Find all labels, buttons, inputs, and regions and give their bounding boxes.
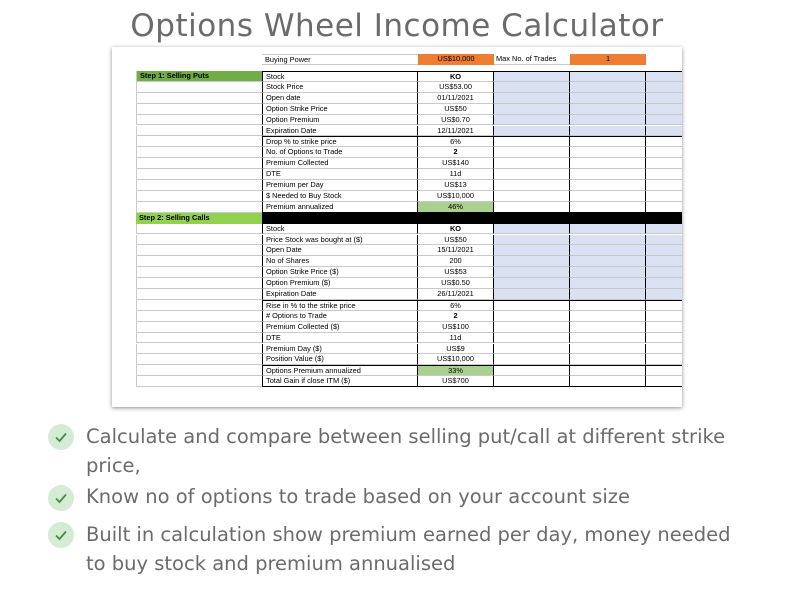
scenario-cell[interactable]: [646, 289, 682, 300]
scenario-cell: [646, 158, 682, 169]
buying-power-input[interactable]: US$10,000: [418, 54, 494, 65]
scenario-cell: [646, 365, 682, 376]
scenario-cell[interactable]: [494, 126, 570, 137]
step2-field-label: Open Date: [262, 245, 418, 256]
empty-cell: [136, 136, 262, 147]
page-title: Options Wheel Income Calculator: [130, 8, 664, 44]
step1-field-value: 11d: [418, 169, 494, 180]
step1-field-label: $ Needed to Buy Stock: [262, 191, 418, 202]
empty-cell: [136, 147, 262, 158]
step1-field-value: US$13: [418, 180, 494, 191]
scenario-cell[interactable]: [570, 93, 646, 104]
scenario-cell[interactable]: [646, 267, 682, 278]
step1-row: [112, 126, 682, 137]
empty-cell: [136, 180, 262, 191]
scenario-cell: [494, 300, 570, 311]
scenario-cell[interactable]: [570, 278, 646, 289]
scenario-cell: [646, 136, 682, 147]
empty-cell: [136, 354, 262, 365]
scenario-cell: [646, 311, 682, 322]
empty-cell: [136, 115, 262, 126]
step2-row: [112, 289, 682, 300]
step1-row: [112, 169, 682, 180]
scenario-cell: [494, 311, 570, 322]
step2-field-label: Price Stock was bought at ($): [262, 235, 418, 246]
step1-row: [112, 104, 682, 115]
scenario-cell[interactable]: [570, 289, 646, 300]
step1-field-label: Stock: [262, 71, 418, 82]
empty-cell: [136, 126, 262, 137]
step1-field-label: Premium annualized: [262, 202, 418, 213]
step1-row: [112, 158, 682, 169]
scenario-cell: [570, 365, 646, 376]
step1-field-value[interactable]: US$50: [418, 104, 494, 115]
step2-row: [112, 376, 682, 387]
step2-field-label: Option Strike Price ($): [262, 267, 418, 278]
step1-field-label: Drop % to strike price: [262, 136, 418, 147]
empty-cell: [136, 300, 262, 311]
step1-field-label: Open date: [262, 93, 418, 104]
step1-field-value[interactable]: 01/11/2021: [418, 93, 494, 104]
scenario-cell: [570, 169, 646, 180]
step2-row: [112, 311, 682, 322]
step2-field-value: US$100: [418, 322, 494, 333]
step2-row: [112, 300, 682, 311]
scenario-cell[interactable]: [646, 115, 682, 126]
scenario-cell[interactable]: [570, 82, 646, 93]
scenario-cell[interactable]: [646, 71, 682, 82]
scenario-cell: [494, 136, 570, 147]
step1-field-value: US$140: [418, 158, 494, 169]
scenario-cell[interactable]: [570, 115, 646, 126]
step1-field-label: No. of Options to Trade: [262, 147, 418, 158]
header-row: [112, 54, 682, 65]
step1-field-label: Stock Price: [262, 82, 418, 93]
scenario-cell[interactable]: [646, 82, 682, 93]
step2-row: [112, 322, 682, 333]
scenario-cell[interactable]: [646, 104, 682, 115]
scenario-cell: [570, 354, 646, 365]
scenario-cell[interactable]: [494, 115, 570, 126]
step1-field-value[interactable]: KO: [418, 71, 494, 82]
step1-field-label: DTE: [262, 169, 418, 180]
scenario-cell: [570, 180, 646, 191]
step2-field-value: 33%: [418, 365, 494, 376]
scenario-cell: [494, 376, 570, 387]
scenario-cell[interactable]: [494, 82, 570, 93]
step2-field-label: Total Gain if close ITM ($): [262, 376, 418, 387]
empty-cell: [136, 267, 262, 278]
scenario-cell[interactable]: [570, 224, 646, 235]
scenario-cell: [646, 344, 682, 355]
scenario-cell: [494, 333, 570, 344]
step1-row: [112, 71, 682, 82]
scenario-cell[interactable]: [570, 235, 646, 246]
scenario-cell: [570, 311, 646, 322]
check-icon: [48, 424, 74, 450]
scenario-cell: [570, 300, 646, 311]
empty-cell: [136, 202, 262, 213]
check-icon: [48, 522, 74, 548]
scenario-cell: [494, 169, 570, 180]
feature-text: Built in calculation show premium earned per day, money needed to buy stock and premium annualised: [86, 523, 731, 575]
scenario-cell[interactable]: [494, 256, 570, 267]
step1-field-value[interactable]: 12/11/2021: [418, 126, 494, 137]
step1-row: [112, 191, 682, 202]
step2-field-value: 6%: [418, 300, 494, 311]
step1-field-value[interactable]: US$0.70: [418, 115, 494, 126]
scenario-cell[interactable]: [494, 104, 570, 115]
empty-cell: [136, 256, 262, 267]
scenario-cell: [570, 202, 646, 213]
empty-cell: [136, 158, 262, 169]
scenario-cell: [646, 300, 682, 311]
scenario-cell: [646, 322, 682, 333]
scenario-cell[interactable]: [494, 278, 570, 289]
scenario-cell[interactable]: [570, 267, 646, 278]
step2-step-label: Step 2: Selling Calls: [136, 213, 262, 224]
step2-field-label: Rise in % to the strike price: [262, 300, 418, 311]
scenario-cell: [494, 344, 570, 355]
step2-field-value[interactable]: US$53: [418, 267, 494, 278]
scenario-cell: [646, 376, 682, 387]
step2-row: [112, 267, 682, 278]
step2-field-value[interactable]: US$50: [418, 235, 494, 246]
empty-cell: [136, 311, 262, 322]
scenario-cell[interactable]: [570, 71, 646, 82]
step2-row: [112, 354, 682, 365]
step2-field-label: Position Value ($): [262, 354, 418, 365]
step2-field-label: Stock: [262, 224, 418, 235]
section-divider: [262, 213, 682, 224]
scenario-cell[interactable]: [646, 256, 682, 267]
empty-cell: [136, 289, 262, 300]
scenario-cell: [494, 365, 570, 376]
step2-field-value: US$10,000: [418, 354, 494, 365]
step1-row: [112, 136, 682, 147]
empty-cell: [136, 278, 262, 289]
scenario-cell: [570, 158, 646, 169]
step2-field-label: Options Premium annualized: [262, 365, 418, 376]
empty-cell: [136, 224, 262, 235]
step1-field-value: US$10,000: [418, 191, 494, 202]
step2-row: [112, 245, 682, 256]
step2-row: [112, 256, 682, 267]
empty-cell: [136, 191, 262, 202]
scenario-cell: [494, 158, 570, 169]
scenario-cell: [646, 147, 682, 158]
scenario-cell[interactable]: [646, 93, 682, 104]
scenario-cell: [646, 180, 682, 191]
step1-field-value: 46%: [418, 202, 494, 213]
scenario-cell: [646, 202, 682, 213]
step2-field-label: # Options to Trade: [262, 311, 418, 322]
scenario-cell[interactable]: [646, 278, 682, 289]
empty-cell: [136, 93, 262, 104]
step2-field-value: 11d: [418, 333, 494, 344]
step1-row: [112, 115, 682, 126]
step2-row: [112, 333, 682, 344]
scenario-cell: [494, 191, 570, 202]
step2-field-label: No of Shares: [262, 256, 418, 267]
step2-field-value[interactable]: US$0.50: [418, 278, 494, 289]
empty-cell: [136, 322, 262, 333]
scenario-cell[interactable]: [494, 267, 570, 278]
scenario-cell: [494, 180, 570, 191]
scenario-cell: [494, 147, 570, 158]
scenario-cell[interactable]: [570, 245, 646, 256]
scenario-cell: [570, 191, 646, 202]
step1-field-label: Option Strike Price: [262, 104, 418, 115]
step1-row: [112, 82, 682, 93]
step1-row: [112, 147, 682, 158]
max-trades-input[interactable]: 1: [570, 54, 646, 65]
scenario-cell: [570, 147, 646, 158]
step2-row: [112, 344, 682, 355]
step1-field-value[interactable]: US$53.00: [418, 82, 494, 93]
scenario-cell: [646, 354, 682, 365]
step1-field-label: Premium Collected: [262, 158, 418, 169]
step2-field-value: 2: [418, 311, 494, 322]
empty-cell: [136, 169, 262, 180]
step2-field-value: US$700: [418, 376, 494, 387]
scenario-cell: [494, 354, 570, 365]
empty-cell: [136, 82, 262, 93]
empty-cell: [136, 235, 262, 246]
scenario-cell: [494, 202, 570, 213]
step1-row: [112, 202, 682, 213]
scenario-cell[interactable]: [494, 235, 570, 246]
empty-cell: [136, 344, 262, 355]
step2-field-label: Premium Collected ($): [262, 322, 418, 333]
step2-field-value[interactable]: KO: [418, 224, 494, 235]
step1-field-label: Option Premium: [262, 115, 418, 126]
empty-cell: [136, 365, 262, 376]
scenario-cell: [646, 191, 682, 202]
step2-row: [112, 224, 682, 235]
scenario-cell[interactable]: [646, 235, 682, 246]
scenario-cell: [494, 322, 570, 333]
step2-row: [112, 365, 682, 376]
scenario-cell[interactable]: [570, 256, 646, 267]
feature-text: Know no of options to trade based on your account size: [86, 485, 630, 508]
scenario-cell[interactable]: [570, 126, 646, 137]
max-trades-label: Max No. of Trades: [494, 54, 570, 65]
scenario-cell[interactable]: [646, 245, 682, 256]
step2-field-value[interactable]: 200: [418, 256, 494, 267]
step2-header-row: [112, 213, 682, 224]
step2-field-value: US$9: [418, 344, 494, 355]
step1-row: [112, 93, 682, 104]
step2-field-value[interactable]: 15/11/2021: [418, 245, 494, 256]
feature-text: Calculate and compare between selling put/call at different strike price,: [86, 425, 726, 477]
step2-field-label: DTE: [262, 333, 418, 344]
scenario-cell[interactable]: [646, 126, 682, 137]
empty-cell: [136, 245, 262, 256]
empty-cell: [136, 376, 262, 387]
scenario-cell[interactable]: [494, 71, 570, 82]
scenario-cell[interactable]: [646, 224, 682, 235]
step2-field-label: Option Premium ($): [262, 278, 418, 289]
step2-row: [112, 235, 682, 246]
scenario-cell: [570, 322, 646, 333]
step1-field-label: Expiration Date: [262, 126, 418, 137]
step1-field-value: 6%: [418, 136, 494, 147]
scenario-cell[interactable]: [494, 245, 570, 256]
scenario-cell: [570, 136, 646, 147]
scenario-cell[interactable]: [494, 224, 570, 235]
scenario-cell: [570, 344, 646, 355]
step1-field-label: Premium per Day: [262, 180, 418, 191]
scenario-cell[interactable]: [570, 104, 646, 115]
scenario-cell: [570, 333, 646, 344]
step2-field-label: Premium Day ($): [262, 344, 418, 355]
scenario-cell: [646, 333, 682, 344]
scenario-cell[interactable]: [494, 93, 570, 104]
step2-row: [112, 278, 682, 289]
empty-cell: [136, 333, 262, 344]
step2-field-label: Expiration Date: [262, 289, 418, 300]
empty-cell: [136, 104, 262, 115]
buying-power-label: Buying Power: [262, 54, 418, 65]
scenario-cell[interactable]: [494, 289, 570, 300]
step2-field-value[interactable]: 26/11/2021: [418, 289, 494, 300]
step1-step-label: Step 1: Selling Puts: [136, 71, 262, 82]
spreadsheet: [112, 47, 682, 407]
step1-field-value: 2: [418, 147, 494, 158]
scenario-cell: [570, 376, 646, 387]
check-icon: [48, 485, 74, 511]
step1-row: [112, 180, 682, 191]
scenario-cell: [646, 169, 682, 180]
